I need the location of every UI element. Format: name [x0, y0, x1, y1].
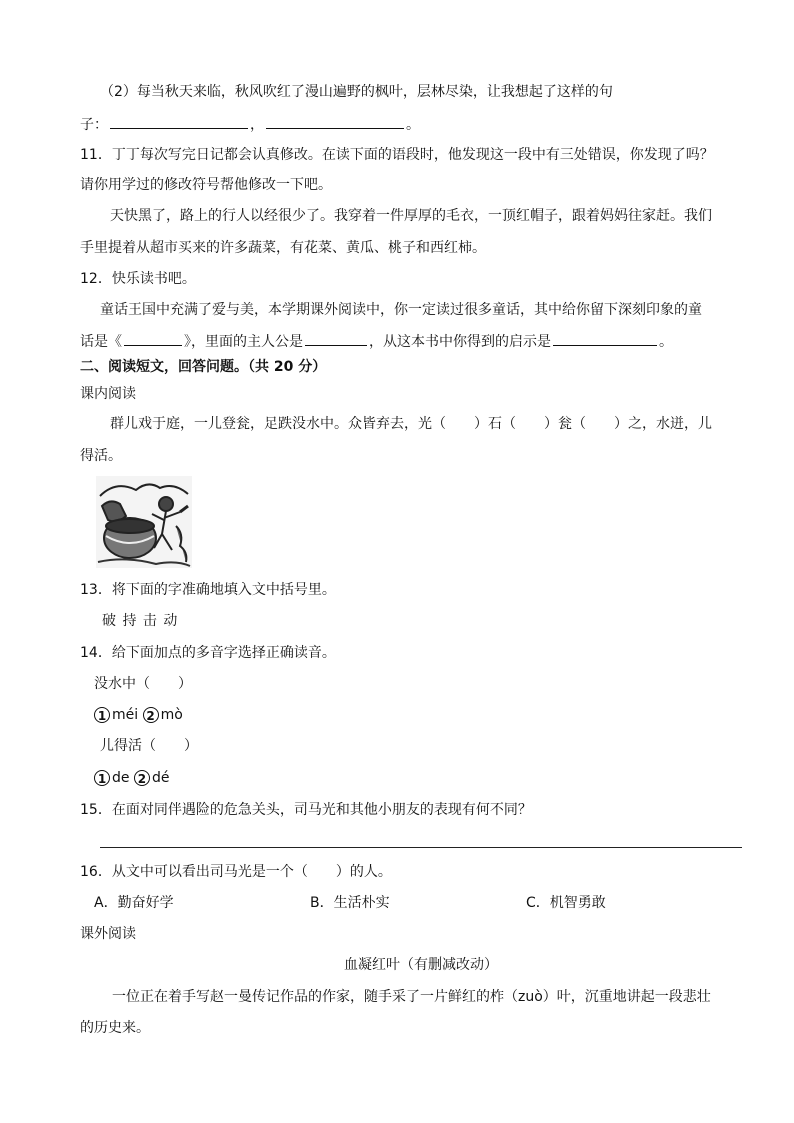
- q13-chars: 破 持 击 动: [102, 613, 179, 629]
- q12-text-b: 》，里面的主人公是: [184, 334, 303, 350]
- q13-title: 13．将下面的字准确地填入文中括号里。: [80, 582, 336, 598]
- book-title-blank[interactable]: [124, 331, 182, 346]
- q16-title: 16．从文中可以看出司马光是一个（ ）的人。: [80, 864, 392, 880]
- option-text: mò: [160, 707, 183, 723]
- protagonist-blank[interactable]: [305, 331, 367, 346]
- section2-passage-line1: 群儿戏于庭，一儿登瓮，足跌没水中。众皆弃去，光（ ）石（ ）瓮（ ）之，水迸，儿: [110, 416, 712, 432]
- story-illustration: [96, 476, 192, 568]
- q15-title: 15．在面对同伴遇险的危急关头，司马光和其他小朋友的表现有何不同？: [80, 802, 532, 818]
- q12-text-c: ，从这本书中你得到的启示是: [369, 334, 551, 350]
- extra-sub-out: 课外阅读: [80, 926, 136, 942]
- answer-blank[interactable]: [266, 114, 404, 129]
- answer-line[interactable]: [100, 847, 742, 848]
- section2-sub-in: 课内阅读: [80, 386, 136, 402]
- q14-options2: [94, 768, 169, 788]
- option-number-circle[interactable]: 1: [94, 707, 110, 723]
- q11-passage-line1: 天快黑了，路上的行人以经很少了。我穿着一件厚厚的毛衣，一顶红帽子，跟着妈妈往家赶。我们: [110, 208, 712, 224]
- option-text: de: [112, 770, 130, 786]
- option-number-circle[interactable]: 2: [134, 770, 150, 786]
- q16-option-a[interactable]: A．勤奋好学: [94, 895, 174, 911]
- section2-passage-line2: 得活。: [80, 448, 122, 464]
- option-text: méi: [112, 707, 139, 723]
- option-number-circle[interactable]: 2: [143, 707, 159, 723]
- q10-2-comma: ，: [250, 117, 264, 133]
- q10-2-line2: [80, 114, 420, 135]
- q14-item1: 没水中（ ）: [94, 676, 192, 692]
- extra-line1: 一位正在着手写赵一曼传记作品的作家，随手采了一片鲜红的柞（zuò）叶，沉重地讲起一段悲壮: [112, 989, 711, 1005]
- q14-item2: 儿得活（ ）: [100, 738, 198, 754]
- extra-title: 血凝红叶（有删减改动）: [344, 957, 498, 973]
- answer-blank[interactable]: [110, 114, 248, 129]
- q12-line2: [80, 331, 673, 352]
- option-number-circle[interactable]: 1: [94, 770, 110, 786]
- q16-option-c[interactable]: C．机智勇敢: [526, 895, 606, 911]
- q14-options1: [94, 705, 183, 725]
- option-text: dé: [151, 770, 170, 786]
- q12-text-d: 。: [659, 334, 673, 350]
- lesson-blank[interactable]: [553, 331, 657, 346]
- extra-line2: 的历史来。: [80, 1020, 150, 1036]
- q10-2-end: 。: [406, 117, 420, 133]
- q10-2-prefix: 子：: [80, 117, 108, 133]
- q14-title: 14．给下面加点的多音字选择正确读音。: [80, 645, 336, 661]
- q12-title: 12．快乐读书吧。: [80, 271, 196, 287]
- q12-text-a: 话是《: [80, 334, 122, 350]
- q11-line2: 请你用学过的修改符号帮他修改一下吧。: [80, 177, 332, 193]
- q11-passage-line2: 手里提着从超市买来的许多蔬菜，有花菜、黄瓜、桃子和西红柿。: [80, 240, 486, 256]
- q11-line1: 11．丁丁每次写完日记都会认真修改。在读下面的语段时，他发现这一段中有三处错误，你发现了吗？: [80, 147, 714, 163]
- q10-2-line1: （2）每当秋天来临，秋风吹红了漫山遍野的枫叶，层林尽染，让我想起了这样的句: [100, 84, 613, 100]
- q16-option-b[interactable]: B．生活朴实: [310, 895, 390, 911]
- section2-heading: 二、阅读短文，回答问题。（共 20 分）: [80, 359, 327, 375]
- q12-line1: 童话王国中充满了爱与美，本学期课外阅读中，你一定读过很多童话，其中给你留下深刻印象的童: [100, 302, 702, 318]
